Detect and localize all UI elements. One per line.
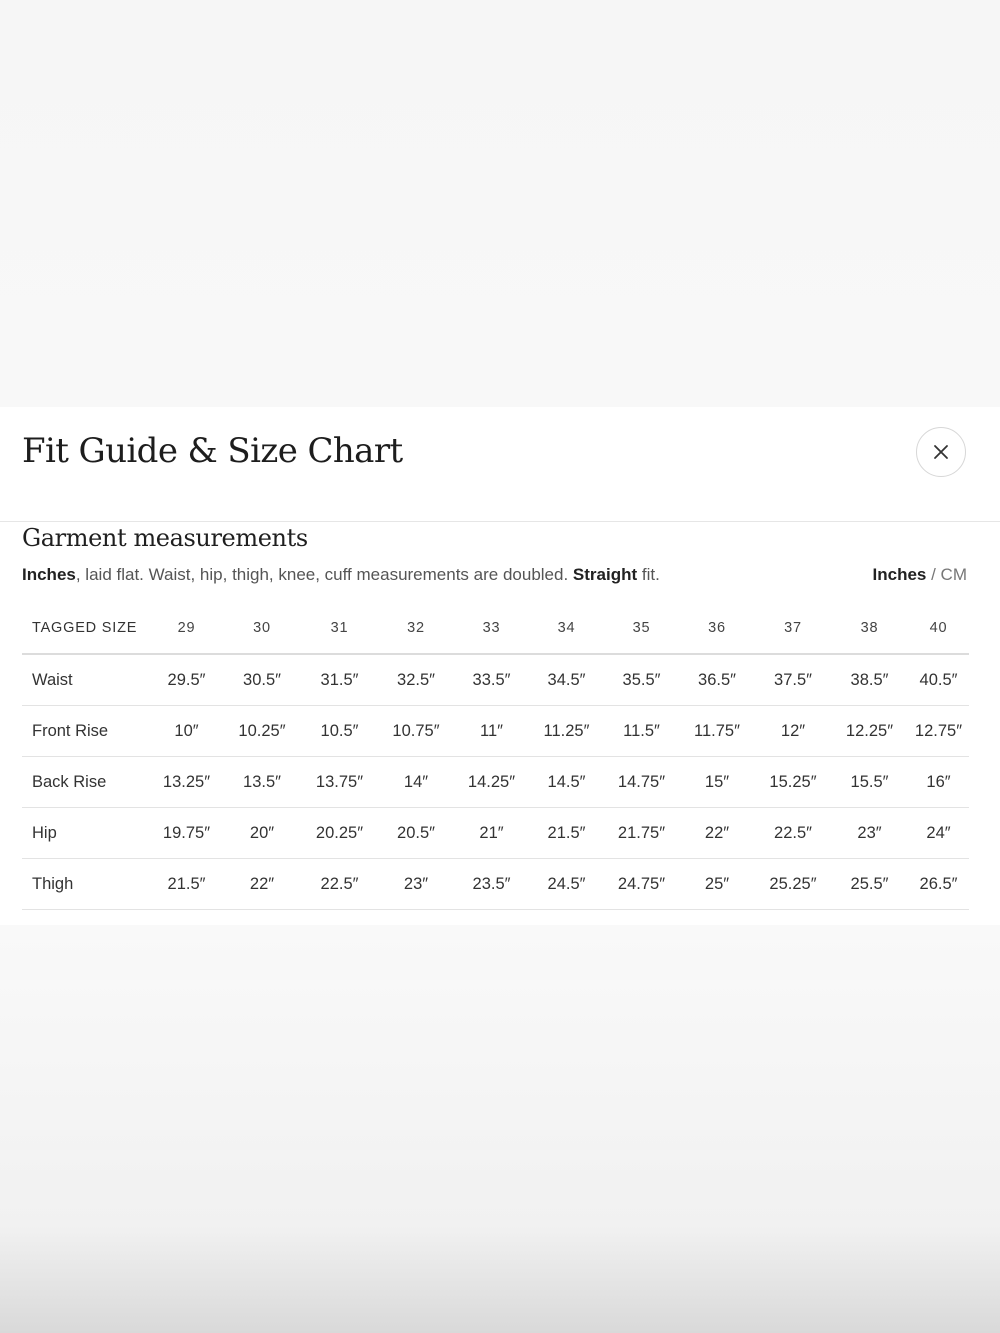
table-row — [22, 859, 969, 910]
measurement-cell: 10.25″ — [223, 706, 301, 757]
measurement-cell: 26.5″ — [908, 859, 969, 910]
modal-title: Fit Guide & Size Chart — [22, 431, 403, 471]
row-label: Back Rise — [22, 757, 150, 808]
measurement-cell: 38.5″ — [831, 654, 908, 706]
size-header-cell: 33 — [454, 603, 529, 654]
close-button[interactable] — [916, 427, 966, 477]
measurement-cell: 22.5″ — [301, 859, 378, 910]
measurement-cell: 20.25″ — [301, 808, 378, 859]
measurement-cell: 14″ — [378, 757, 454, 808]
measurement-cell: 13.25″ — [150, 757, 223, 808]
measurement-cell: 10″ — [150, 706, 223, 757]
size-header-cell: 30 — [223, 603, 301, 654]
measurement-cell: 23.5″ — [454, 859, 529, 910]
row-label: Waist — [22, 654, 150, 706]
measurement-cell: 31.5″ — [301, 654, 378, 706]
measurement-cell: 10.75″ — [378, 706, 454, 757]
measurement-cell: 21″ — [454, 808, 529, 859]
measurement-cell: 12.75″ — [908, 706, 969, 757]
measurement-cell: 34.5″ — [529, 654, 604, 706]
size-header-cell: 34 — [529, 603, 604, 654]
size-header-cell: 31 — [301, 603, 378, 654]
measurement-cell: 22.5″ — [755, 808, 831, 859]
measurement-cell: 24.75″ — [604, 859, 679, 910]
measurement-cell: 19.75″ — [150, 808, 223, 859]
modal-header — [0, 407, 1000, 522]
measurement-cell: 37.5″ — [755, 654, 831, 706]
table-row — [22, 808, 969, 859]
measurement-cell: 14.5″ — [529, 757, 604, 808]
measurement-cell: 25.25″ — [755, 859, 831, 910]
row-label: Front Rise — [22, 706, 150, 757]
table-row — [22, 757, 969, 808]
measurement-cell: 16″ — [908, 757, 969, 808]
measurement-cell: 11.75″ — [679, 706, 755, 757]
size-header-cell: 32 — [378, 603, 454, 654]
measurement-cell: 23″ — [831, 808, 908, 859]
measurement-cell: 13.75″ — [301, 757, 378, 808]
unit-cm-option[interactable]: CM — [940, 565, 967, 584]
measurement-cell: 21.5″ — [150, 859, 223, 910]
table-header-row — [22, 603, 969, 654]
measurement-cell: 15.5″ — [831, 757, 908, 808]
measurement-cell: 23″ — [378, 859, 454, 910]
measurement-cell: 13.5″ — [223, 757, 301, 808]
unit-inches-option[interactable]: Inches — [872, 565, 927, 584]
measurement-cell: 25″ — [679, 859, 755, 910]
table-row — [22, 654, 969, 706]
fit-type: Straight — [572, 565, 638, 584]
measurement-note-end: fit. — [637, 565, 660, 584]
measurement-cell: 22″ — [223, 859, 301, 910]
measurement-cell: 36.5″ — [679, 654, 755, 706]
size-header-cell: 38 — [831, 603, 908, 654]
header-label: TAGGED SIZE — [22, 603, 150, 654]
unit-toggle — [873, 565, 967, 585]
measurement-cell: 22″ — [679, 808, 755, 859]
size-header-cell: 29 — [150, 603, 223, 654]
size-header-cell: 40 — [908, 603, 969, 654]
measurement-cell: 24″ — [908, 808, 969, 859]
size-header-cell: 35 — [604, 603, 679, 654]
measurement-cell: 21.5″ — [529, 808, 604, 859]
row-label: Thigh — [22, 859, 150, 910]
measurement-cell: 20.5″ — [378, 808, 454, 859]
unit-separator: / — [926, 565, 941, 584]
size-header-cell: 37 — [755, 603, 831, 654]
measurement-cell: 15.25″ — [755, 757, 831, 808]
measurement-cell: 12.25″ — [831, 706, 908, 757]
measurement-unit: Inches — [22, 565, 76, 584]
measurement-cell: 30.5″ — [223, 654, 301, 706]
measurement-cell: 35.5″ — [604, 654, 679, 706]
measurement-cell: 14.25″ — [454, 757, 529, 808]
measurement-cell: 11″ — [454, 706, 529, 757]
measurement-cell: 10.5″ — [301, 706, 378, 757]
measurement-cell: 29.5″ — [150, 654, 223, 706]
measurement-cell: 40.5″ — [908, 654, 969, 706]
measurement-cell: 15″ — [679, 757, 755, 808]
measurement-cell: 21.75″ — [604, 808, 679, 859]
size-table — [22, 603, 969, 910]
size-chart-modal — [0, 407, 1000, 925]
measurement-cell: 11.5″ — [604, 706, 679, 757]
measurement-cell: 20″ — [223, 808, 301, 859]
measurement-cell: 25.5″ — [831, 859, 908, 910]
measurement-note — [22, 565, 660, 585]
measurement-note-text: , laid flat. Waist, hip, thigh, knee, cuff measurements are doubled. — [75, 565, 573, 584]
measurement-cell: 33.5″ — [454, 654, 529, 706]
row-label: Hip — [22, 808, 150, 859]
measurement-cell: 24.5″ — [529, 859, 604, 910]
measurement-cell: 14.75″ — [604, 757, 679, 808]
measurement-cell: 32.5″ — [378, 654, 454, 706]
close-icon — [933, 444, 949, 460]
measurement-cell: 12″ — [755, 706, 831, 757]
measurement-cell: 11.25″ — [529, 706, 604, 757]
table-body — [22, 654, 969, 910]
table-row — [22, 706, 969, 757]
section-title: Garment measurements — [22, 524, 308, 552]
size-header-cell: 36 — [679, 603, 755, 654]
